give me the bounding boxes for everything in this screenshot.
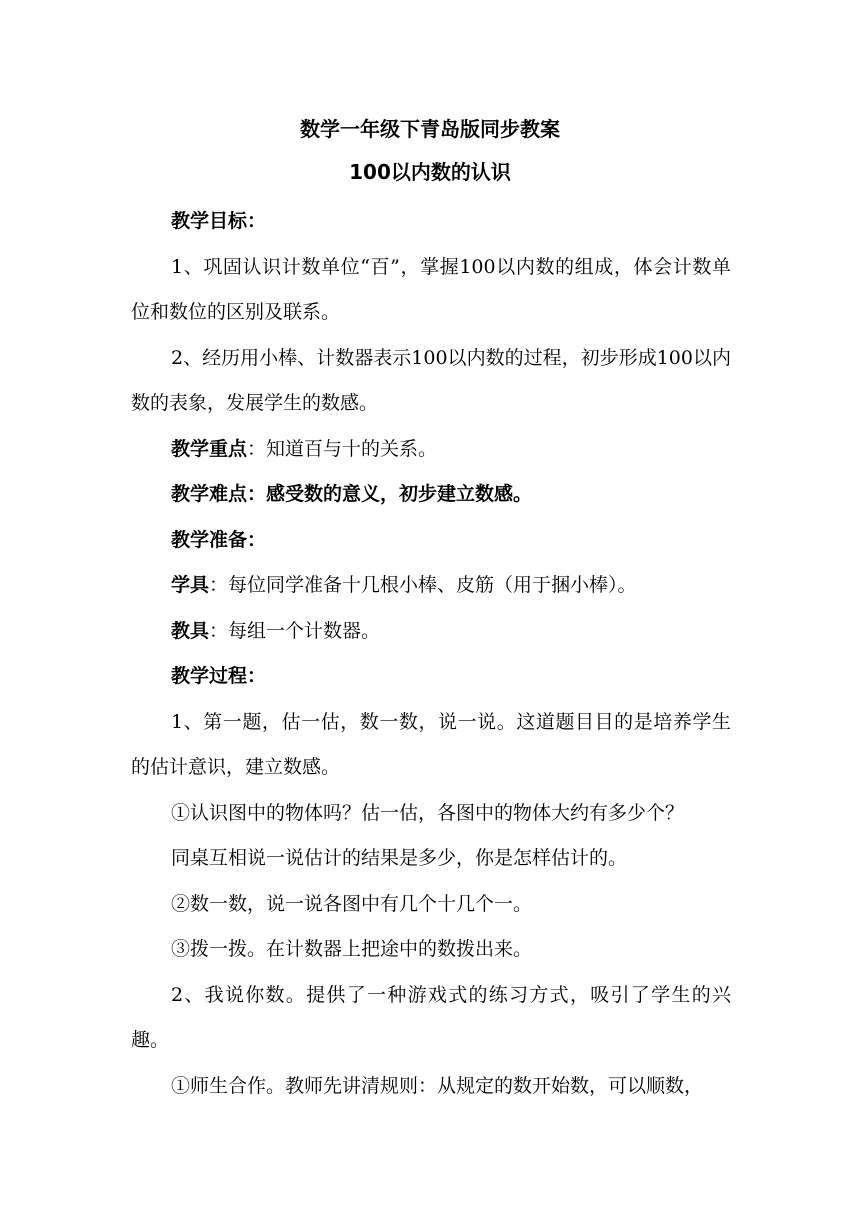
step-1-paragraph: 1、第一题，估一估，数一数，说一说。这道题目目的是培养学生的估计意识，建立数感。: [131, 710, 731, 778]
step-1-a-paragraph: ①认识图中的物体吗？估一估，各图中的物体大约有多少个？: [171, 801, 685, 824]
process-heading: 教学过程：: [171, 665, 267, 687]
goal-2-paragraph: 2、经历用小棒、计数器表示100以内数的过程，初步形成100以内数的表象，发展学生的数感。: [131, 346, 731, 414]
student-tools-paragraph: [131, 563, 731, 609]
document-title: 数学一年级下青岛版同步教案: [300, 117, 560, 141]
document-body: [131, 199, 731, 1109]
student-tools-label: 学具: [171, 574, 210, 596]
student-tools-text: ：每位同学准备十几根小棒、皮筋（用于捆小棒）。: [209, 574, 637, 596]
teacher-tools-paragraph: [131, 609, 731, 655]
step-1-a2-paragraph: 同桌互相说一说估计的结果是多少，你是怎样估计的。: [171, 847, 628, 869]
key-point-paragraph: [131, 427, 731, 473]
step-2-a-paragraph: ①师生合作。教师先讲清规则：从规定的数开始数，可以顺数，: [171, 1074, 704, 1097]
key-point-text: ：知道百与十的关系。: [247, 437, 438, 460]
teacher-tools-text: ：每组一个计数器。: [209, 619, 381, 642]
teacher-tools-label: 教具: [171, 619, 210, 642]
step-2-paragraph: 2、我说你数。提供了一种游戏式的练习方式，吸引了学生的兴趣。: [131, 983, 731, 1051]
prep-heading: 教学准备：: [171, 528, 267, 551]
document-subtitle: 100以内数的认识: [349, 160, 511, 184]
step-1-c-paragraph: ③拨一拨。在计数器上把途中的数拨出来。: [171, 938, 533, 960]
difficulty-paragraph: [131, 472, 731, 518]
goals-heading: 教学目标：: [171, 210, 267, 232]
difficulty-text: 感受数的意义，初步建立数感。: [266, 483, 533, 505]
step-1-b-paragraph: ②数一数，说一说各图中有几个十几个一。: [171, 892, 533, 915]
difficulty-label: 教学难点：: [171, 483, 267, 505]
key-point-label: 教学重点: [171, 437, 248, 460]
goal-1-paragraph: 1、巩固认识计数单位“百”，掌握100以内数的组成，体会计数单位和数位的区别及联系。: [131, 255, 731, 323]
